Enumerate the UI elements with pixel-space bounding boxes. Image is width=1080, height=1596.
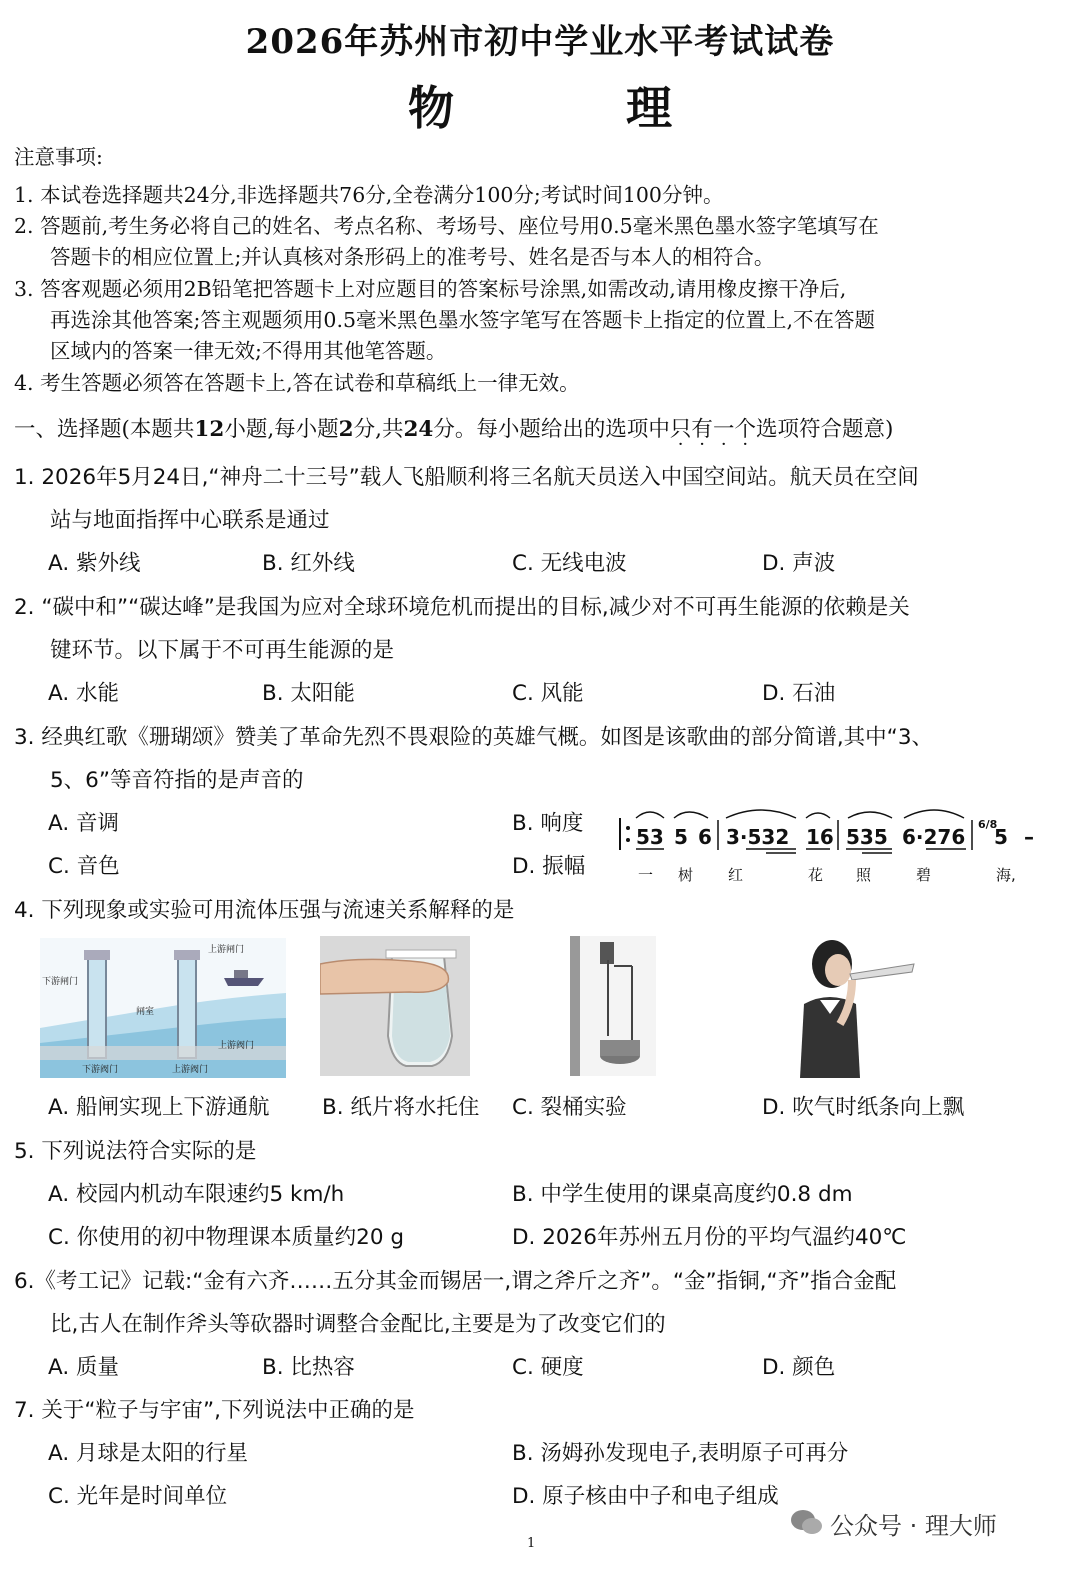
time-signature: 6/8: [978, 818, 998, 831]
question-7: 7. 关于“粒子与宇宙”,下列说法中正确的是: [14, 1398, 415, 1423]
exam-title: 2026年苏州市初中学业水平考试试卷: [245, 22, 835, 62]
note-group: –: [1024, 825, 1034, 849]
question-6-cont: 比,古人在制作斧头等砍器时调整合金配比,主要是为了改变它们的: [50, 1312, 666, 1337]
question-6: 6.《考工记》记载:“金有六齐……五分其金而锡居一,谓之斧斤之齐”。“金”指铜,“齐”指合金配: [14, 1269, 897, 1294]
music-notation-figure: [616, 798, 1056, 888]
q6-option-a: A. 质量: [48, 1355, 119, 1380]
svg-text:上游阀门: 上游阀门: [218, 1041, 255, 1051]
note-line: 4. 考生答题必须答在答题卡上,答在试卷和草稿纸上一律无效。: [14, 371, 580, 395]
question-3: 3. 经典红歌《珊瑚颂》赞美了革命先烈不畏艰险的英雄气概。如图是该歌曲的部分简谱,其中“3、: [14, 725, 934, 750]
note-group: 5: [994, 825, 1008, 849]
q4-option-a: A. 船闸实现上下游通航: [48, 1095, 270, 1120]
q1-option-a: A. 紫外线: [48, 551, 141, 576]
question-1-cont: 站与地面指挥中心联系是通过: [50, 508, 330, 533]
q1-option-d: D. 声波: [762, 551, 836, 576]
page-number: 1: [527, 1536, 536, 1551]
subject-title: 物 理: [407, 81, 750, 135]
question-2: 2. “碳中和”“碳达峰”是我国为应对全球环境危机而提出的目标,减少对不可再生能源的依赖是关: [14, 595, 910, 620]
q3-option-a: A. 音调: [48, 811, 119, 836]
q1-option-c: C. 无线电波: [512, 551, 627, 576]
q4-option-b: B. 纸片将水托住: [322, 1095, 480, 1120]
note-line: 再选涂其他答案;答主观题须用0.5毫米黑色墨水签字笔写在答题卡上指定的位置上,不在答题: [50, 308, 876, 332]
q5-option-c: C. 你使用的初中物理课本质量约20 g: [48, 1225, 405, 1250]
water-glass-figure: [320, 936, 470, 1076]
note-group: 6·276: [902, 825, 966, 849]
q7-option-a: A. 月球是太阳的行星: [48, 1441, 248, 1466]
lyric: 树: [678, 866, 694, 884]
svg-text:下游阀门: 下游阀门: [82, 1065, 119, 1075]
q5-option-a: A. 校园内机动车限速约5 km/h: [48, 1182, 345, 1207]
section-heading: 一、选择题(本题共12小题,每小题2分,共24分。每小题给出的选项中只有一个选项符合题意): [14, 417, 894, 442]
q7-option-c: C. 光年是时间单位: [48, 1484, 228, 1509]
q6-option-d: D. 颜色: [762, 1355, 836, 1380]
q7-option-b: B. 汤姆孙发现电子,表明原子可再分: [512, 1441, 849, 1466]
note-line: 3. 答客观题必须用2B铅笔把答题卡上对应题目的答案标号涂黑,如需改动,请用橡皮擦干净后,: [14, 277, 847, 301]
note-group: 6: [698, 825, 712, 849]
question-4: 4. 下列现象或实验可用流体压强与流速关系解释的是: [14, 898, 515, 923]
svg-text:闸室: 闸室: [136, 1007, 155, 1017]
emphasis-only-one: 只有一个: [669, 417, 756, 442]
q2-option-c: C. 风能: [512, 681, 584, 706]
q3-option-c: C. 音色: [48, 854, 120, 879]
q1-option-b: B. 红外线: [262, 551, 355, 576]
note-line: 答题卡的相应位置上;并认真核对条形码上的准考号、姓名是否与本人的相符合。: [50, 245, 775, 269]
svg-text:上游阀门: 上游阀门: [172, 1065, 209, 1075]
question-5: 5. 下列说法符合实际的是: [14, 1139, 257, 1164]
svg-text:上游闸门: 上游闸门: [208, 945, 245, 955]
watermark-text: 公众号 · 理大师: [830, 1512, 997, 1540]
svg-text:下游闸门: 下游闸门: [42, 977, 79, 987]
note-line: 1. 本试卷选择题共24分,非选择题共76分,全卷满分100分;考试时间100分钟。: [14, 183, 724, 207]
lyric: 照: [856, 866, 872, 884]
note-group: 3·532: [726, 825, 790, 849]
lyric: 碧: [916, 866, 932, 884]
barrel-experiment-figure: [570, 936, 656, 1076]
q2-option-d: D. 石油: [762, 681, 836, 706]
q3-option-d: D. 振幅: [512, 854, 586, 879]
note-group: 5: [674, 825, 688, 849]
ship-lock-figure: [40, 938, 286, 1078]
q6-option-b: B. 比热容: [262, 1355, 355, 1380]
notes-heading: 注意事项:: [14, 145, 103, 169]
q6-option-c: C. 硬度: [512, 1355, 584, 1380]
question-3-cont: 5、6”等音符指的是声音的: [50, 768, 304, 793]
note-line: 区域内的答案一律无效;不得用其他笔答题。: [50, 339, 447, 363]
note-line: 2. 答题前,考生务必将自己的姓名、考点名称、考场号、座位号用0.5毫米黑色墨水签字笔填写在: [14, 214, 879, 238]
lyric: 红: [728, 866, 744, 884]
q2-option-a: A. 水能: [48, 681, 119, 706]
q3-option-b: B. 响度: [512, 811, 584, 836]
q4-option-d: D. 吹气时纸条向上飘: [762, 1095, 965, 1120]
blowing-paper-figure: [790, 934, 920, 1078]
lyric: 一: [638, 866, 654, 884]
q2-option-b: B. 太阳能: [262, 681, 355, 706]
note-group: 16: [806, 825, 834, 849]
lyric: 花: [808, 866, 824, 884]
question-2-cont: 键环节。以下属于不可再生能源的是: [50, 638, 395, 663]
wechat-icon: [790, 1508, 824, 1536]
q5-option-b: B. 中学生使用的课桌高度约0.8 dm: [512, 1182, 853, 1207]
q4-option-c: C. 裂桶实验: [512, 1095, 627, 1120]
question-1: 1. 2026年5月24日,“神舟二十三号”载人飞船顺利将三名航天员送入中国空间站。航天员在空间: [14, 465, 919, 490]
q7-option-d: D. 原子核由中子和电子组成: [512, 1484, 779, 1509]
lyric: 海,: [996, 866, 1016, 884]
note-group: 535: [846, 825, 888, 849]
q5-option-d: D. 2026年苏州五月份的平均气温约40℃: [512, 1225, 907, 1250]
note-group: 53: [636, 825, 664, 849]
